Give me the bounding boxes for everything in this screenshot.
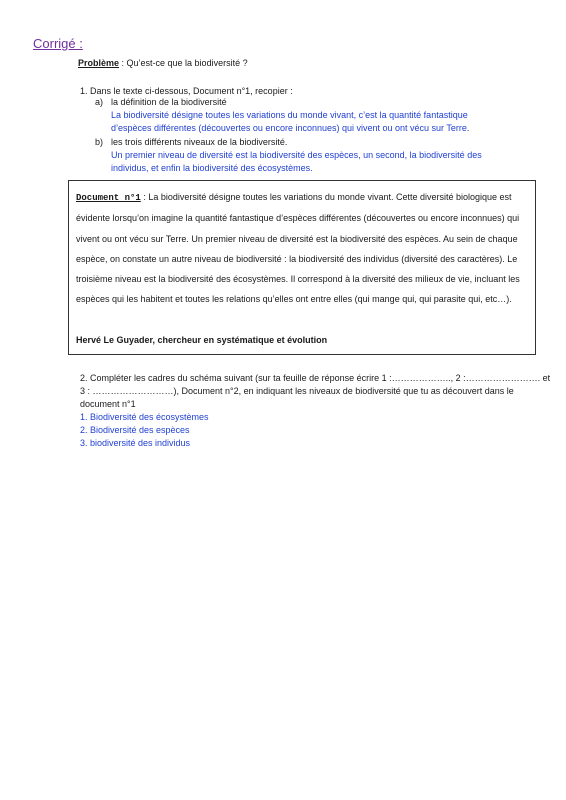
question-1-intro: 1. Dans le texte ci-dessous, Document n°1, recopier : bbox=[80, 86, 293, 96]
question-1b-answer-line-2: individus, et enfin la biodiversité des écosystèmes. bbox=[111, 163, 313, 173]
question-2-answer-1: 1. Biodiversité des écosystèmes bbox=[80, 412, 209, 422]
question-2-line-3: document n°1 bbox=[80, 399, 136, 409]
page-title: Corrigé : bbox=[33, 36, 83, 51]
document-1-author: Hervé Le Guyader, chercheur en systématique et évolution bbox=[76, 335, 328, 345]
question-1b-marker: b) bbox=[95, 137, 104, 147]
question-2-answer-3: 3. biodiversité des individus bbox=[80, 438, 191, 448]
problem-label: Problème bbox=[78, 58, 120, 68]
question-1a-answer-line-1: La biodiversité désigne toutes les variations du monde vivant, c’est la quantité fantastique bbox=[111, 110, 468, 120]
question-1a-answer-line-2: d’espèces différentes (découvertes ou encore inconnues) qui vivent ou ont vécu sur Terre. bbox=[111, 123, 470, 133]
question-2-line-1: 2. Compléter les cadres du schéma suivant (sur ta feuille de réponse écrire 1 :……………….., 2 :……………………. et bbox=[80, 373, 551, 383]
question-2-answer-2: 2. Biodiversité des espèces bbox=[80, 425, 190, 435]
question-1b-label: les trois différents niveaux de la biodiversité. bbox=[111, 137, 288, 147]
question-2-line-2: 3 : ………………………), Document n°2, en indiquant les niveaux de biodiversité que tu as découvert dans le bbox=[80, 386, 514, 396]
document-1-body: : La biodiversité désigne toutes les variations du monde vivant. Cette diversité biologique est évidente lorsqu’on imagine la quantité fantastique d’espèces différentes (découvertes ou encore inconnues) qui vivent ou ont vécu sur Terre. Un premier niveau de diversité est la biodiversité des espèces. Au sein de chaque espèce, on constate un autre niveau de biodiversité : la biodiversité des individus (diversité des caractères). Le troisième niveau est la biodiversité des écosystèmes. Il correspond à la diversité des milieux de vie, incluant les espèces qui les habitent et toutes les relations qu’elles ont entre elles (qui mange qui, qui parasite qui, etc…). bbox=[76, 192, 520, 305]
question-1a-label: la définition de la biodiversité bbox=[111, 97, 227, 107]
question-1b-answer-line-1: Un premier niveau de diversité est la biodiversité des espèces, un second, la biodiversité des bbox=[111, 150, 482, 160]
problem-statement bbox=[78, 57, 248, 69]
document-1-text bbox=[76, 187, 530, 310]
question-1a-marker: a) bbox=[95, 97, 104, 107]
document-1-title: Document n°1 bbox=[76, 193, 141, 203]
problem-question: : Qu’est-ce que la biodiversité ? bbox=[119, 58, 248, 68]
